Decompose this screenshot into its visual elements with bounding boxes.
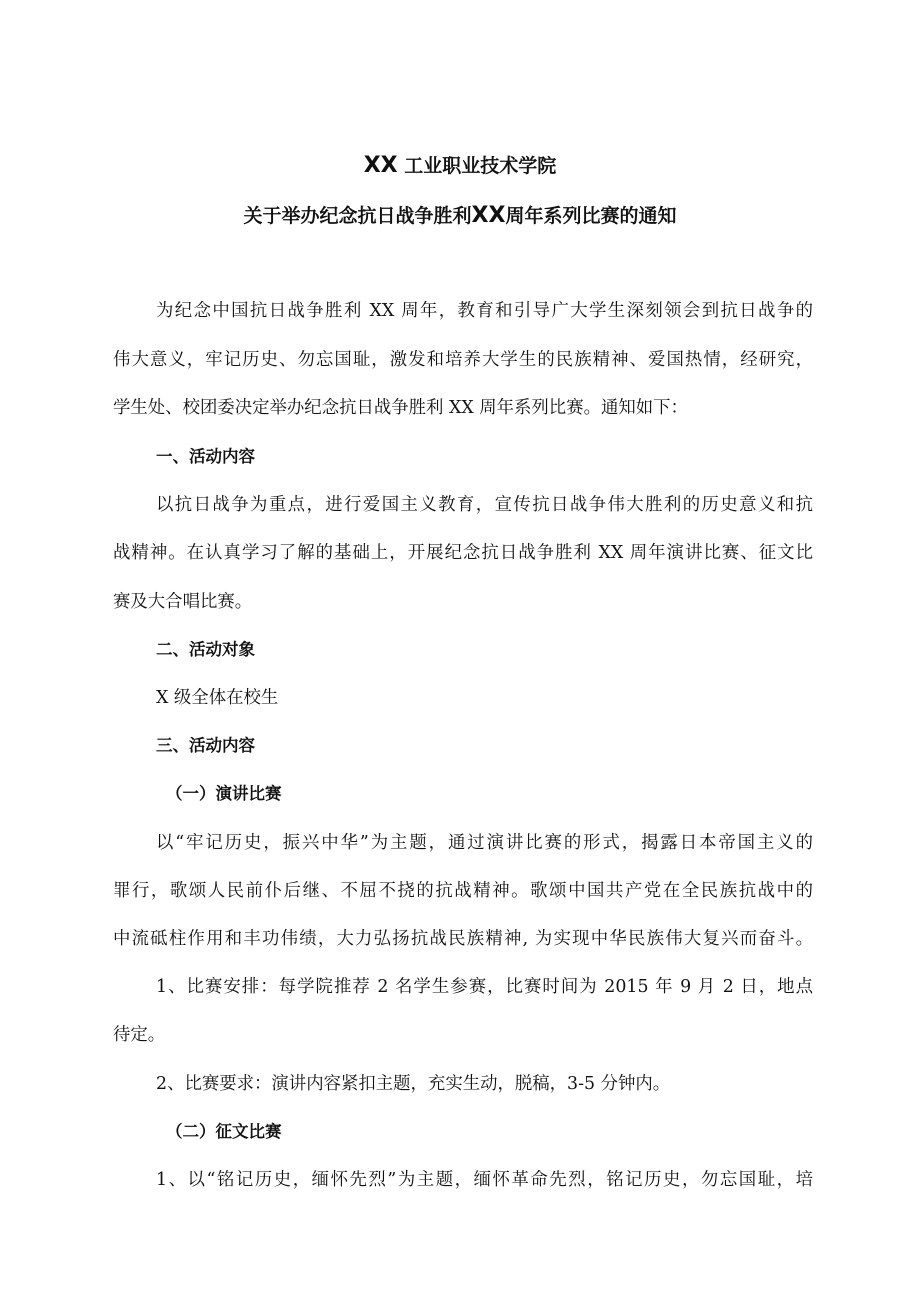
section2-heading: 二、活动对象 [156,640,255,659]
school-prefix: XX [363,153,398,178]
section1-line-3: 赛及大合唱比赛。 [113,592,253,612]
section3-heading: 三、活动内容 [156,736,255,755]
notice-title-xx: XX [471,203,506,228]
intro-line-2: 伟大意义，牢记历史、勿忘国耻，激发和培养大学生的民族精神、爱国热情，经研究， [113,350,813,370]
sub1-item1-line-1: 1、比赛安排：每学院推荐 2 名学生参赛，比赛时间为 2015 年 9 月 2 日，地点 [156,977,813,997]
school-name: 工业职业技术学院 [404,155,557,177]
sub2-heading: （二）征文比赛 [166,1122,282,1141]
section1-line-1: 以抗日战争为重点，进行爱国主义教育，宣传抗日战争伟大胜利的历史意义和抗 [156,495,813,515]
sub1-item1-line-2: 待定。 [113,1025,166,1045]
section1-heading: 一、活动内容 [156,447,255,466]
sub1-item2: 2、比赛要求：演讲内容紧扣主题，充实生动，脱稿，3-5 分钟内。 [156,1074,671,1094]
intro-line-1: 为纪念中国抗日战争胜利 XX 周年，教育和引导广大学生深刻领会到抗日战争的 [156,301,813,321]
sub1-line-1: 以“牢记历史，振兴中华”为主题，通过演讲比赛的形式，揭露日本帝国主义的 [156,833,813,853]
sub1-line-3: 中流砥柱作用和丰功伟绩，大力弘扬抗战民族精神, 为实现中华民族伟大复兴而奋斗。 [113,929,813,949]
section1-line-2: 战精神。在认真学习了解的基础上，开展纪念抗日战争胜利 XX 周年演讲比赛、征文比 [113,543,813,563]
sub2-item1-line-1: 1、以“铭记历史，缅怀先烈”为主题，缅怀革命先烈，铭记历史，勿忘国耻，培 [156,1170,813,1190]
sub1-line-2: 罪行，歌颂人民前仆后继、不屈不挠的抗战精神。歌颂中国共产党在全民族抗战中的 [113,881,813,901]
notice-title-after: 周年系列比赛的通知 [505,205,677,227]
school-title [0,154,920,178]
intro-line-3: 学生处、校团委决定举办纪念抗日战争胜利 XX 周年系列比赛。通知如下： [113,398,688,418]
sub1-heading: （一）演讲比赛 [166,784,282,803]
section2-text: X 级全体在校生 [156,688,279,708]
notice-title [0,204,920,228]
notice-title-before: 关于举办纪念抗日战争胜利 [243,205,472,227]
